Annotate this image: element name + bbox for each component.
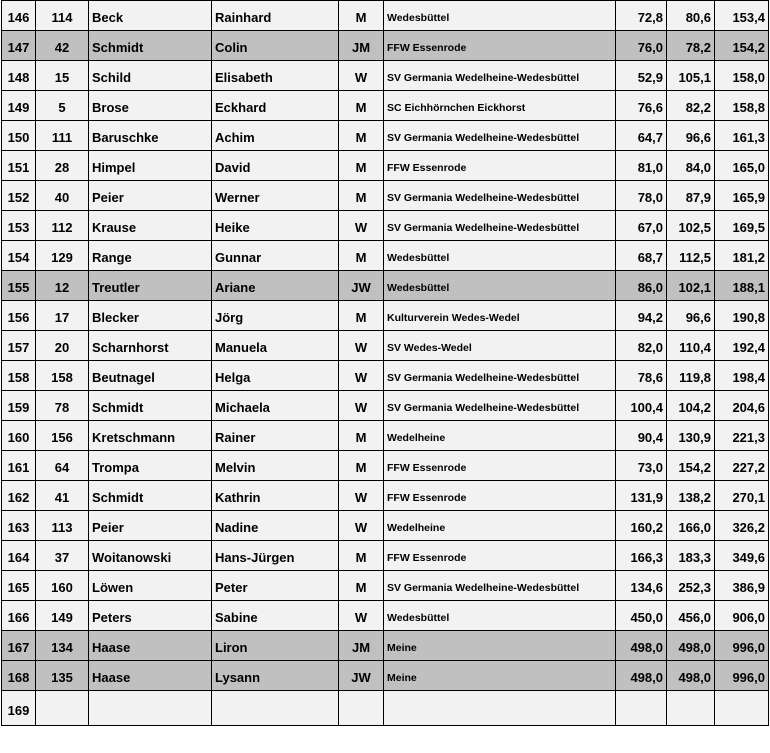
first-name-cell: Nadine (212, 511, 339, 541)
first-name-cell: Melvin (212, 451, 339, 481)
run1-time-cell: 78,6 (616, 361, 667, 391)
run1-time-cell: 78,0 (616, 181, 667, 211)
run2-time-cell: 498,0 (667, 661, 715, 691)
club-cell: FFW Essenrode (384, 31, 616, 61)
total-time-cell: 154,2 (715, 31, 769, 61)
start-number-cell: 111 (36, 121, 89, 151)
first-name-cell: Rainer (212, 421, 339, 451)
results-body (2, 1, 769, 726)
first-name-cell: Ariane (212, 271, 339, 301)
table-row (2, 421, 769, 451)
last-name-cell: Peters (89, 601, 212, 631)
total-time-cell: 906,0 (715, 601, 769, 631)
class-cell: JW (339, 661, 384, 691)
run2-time-cell: 84,0 (667, 151, 715, 181)
last-name-cell: Peier (89, 511, 212, 541)
table-row (2, 331, 769, 361)
first-name-cell: Colin (212, 31, 339, 61)
first-name-cell: Lysann (212, 661, 339, 691)
last-name-cell: Krause (89, 211, 212, 241)
total-time-cell: 190,8 (715, 301, 769, 331)
start-number-cell: 42 (36, 31, 89, 61)
run1-time-cell: 498,0 (616, 661, 667, 691)
first-name-cell: Michaela (212, 391, 339, 421)
last-name-cell: Trompa (89, 451, 212, 481)
rank-cell: 163 (2, 511, 36, 541)
start-number-cell: 129 (36, 241, 89, 271)
run2-time-cell: 104,2 (667, 391, 715, 421)
total-time-cell: 165,9 (715, 181, 769, 211)
club-cell: FFW Essenrode (384, 451, 616, 481)
total-time-cell: 181,2 (715, 241, 769, 271)
rank-cell: 148 (2, 61, 36, 91)
run1-time-cell: 134,6 (616, 571, 667, 601)
total-time-cell: 326,2 (715, 511, 769, 541)
rank-cell: 157 (2, 331, 36, 361)
table-row (2, 661, 769, 691)
rank-cell: 149 (2, 91, 36, 121)
rank-cell: 168 (2, 661, 36, 691)
total-time-cell: 221,3 (715, 421, 769, 451)
rank-cell: 159 (2, 391, 36, 421)
club-cell: SV Wedes-Wedel (384, 331, 616, 361)
total-time-cell: 192,4 (715, 331, 769, 361)
club-cell: Wedelheine (384, 511, 616, 541)
run2-time-cell: 456,0 (667, 601, 715, 631)
last-name-cell: Scharnhorst (89, 331, 212, 361)
last-name-cell: Schmidt (89, 391, 212, 421)
last-name-cell: Himpel (89, 151, 212, 181)
club-cell: FFW Essenrode (384, 541, 616, 571)
run2-time-cell: 183,3 (667, 541, 715, 571)
start-number-cell: 135 (36, 661, 89, 691)
first-name-cell: Achim (212, 121, 339, 151)
rank-cell: 153 (2, 211, 36, 241)
first-name-cell: Heike (212, 211, 339, 241)
last-name-cell: Treutler (89, 271, 212, 301)
table-row (2, 91, 769, 121)
run1-time-cell: 72,8 (616, 1, 667, 31)
table-row (2, 31, 769, 61)
rank-cell: 160 (2, 421, 36, 451)
table-row (2, 151, 769, 181)
run1-time-cell: 64,7 (616, 121, 667, 151)
total-time-cell: 349,6 (715, 541, 769, 571)
class-cell: JM (339, 631, 384, 661)
class-cell: M (339, 181, 384, 211)
table-row (2, 1, 769, 31)
run1-time-cell: 73,0 (616, 451, 667, 481)
last-name-cell: Löwen (89, 571, 212, 601)
run1-time-cell: 94,2 (616, 301, 667, 331)
run2-time-cell: 138,2 (667, 481, 715, 511)
last-name-cell: Kretschmann (89, 421, 212, 451)
club-cell: SV Germania Wedelheine-Wedesbüttel (384, 61, 616, 91)
run2-time-cell: 252,3 (667, 571, 715, 601)
run2-time-cell: 102,5 (667, 211, 715, 241)
run1-time-cell: 100,4 (616, 391, 667, 421)
rank-cell: 156 (2, 301, 36, 331)
rank-cell: 166 (2, 601, 36, 631)
table-row (2, 631, 769, 661)
club-cell: SV Germania Wedelheine-Wedesbüttel (384, 391, 616, 421)
total-time-cell: 161,3 (715, 121, 769, 151)
last-name-cell: Schmidt (89, 481, 212, 511)
start-number-cell: 113 (36, 511, 89, 541)
run2-time-cell: 96,6 (667, 121, 715, 151)
class-cell: M (339, 541, 384, 571)
last-name-cell: Peier (89, 181, 212, 211)
results-table (1, 0, 769, 726)
class-cell: W (339, 481, 384, 511)
rank-cell: 165 (2, 571, 36, 601)
start-number-cell: 40 (36, 181, 89, 211)
run2-time-cell: 96,6 (667, 301, 715, 331)
table-row (2, 571, 769, 601)
rank-cell: 161 (2, 451, 36, 481)
club-cell: FFW Essenrode (384, 151, 616, 181)
table-row (2, 301, 769, 331)
total-time-cell: 153,4 (715, 1, 769, 31)
last-name-cell: Brose (89, 91, 212, 121)
run1-time-cell: 67,0 (616, 211, 667, 241)
first-name-cell: Eckhard (212, 91, 339, 121)
class-cell: W (339, 361, 384, 391)
club-cell: SV Germania Wedelheine-Wedesbüttel (384, 361, 616, 391)
run2-time-cell: 78,2 (667, 31, 715, 61)
club-cell: Wedesbüttel (384, 1, 616, 31)
total-time-cell: 188,1 (715, 271, 769, 301)
last-name-cell: Blecker (89, 301, 212, 331)
run1-time-cell: 76,0 (616, 31, 667, 61)
first-name-cell: David (212, 151, 339, 181)
first-name-cell: Manuela (212, 331, 339, 361)
last-name-cell: Haase (89, 661, 212, 691)
run2-time-cell: 105,1 (667, 61, 715, 91)
start-number-cell: 160 (36, 571, 89, 601)
start-number-cell: 158 (36, 361, 89, 391)
class-cell: M (339, 571, 384, 601)
start-number-cell: 41 (36, 481, 89, 511)
start-number-cell: 112 (36, 211, 89, 241)
start-number-cell: 156 (36, 421, 89, 451)
first-name-cell: Hans-Jürgen (212, 541, 339, 571)
class-cell: W (339, 511, 384, 541)
run1-time-cell: 166,3 (616, 541, 667, 571)
table-row (2, 691, 769, 726)
run2-time-cell: 82,2 (667, 91, 715, 121)
class-cell: M (339, 241, 384, 271)
run2-time-cell: 102,1 (667, 271, 715, 301)
class-cell: JW (339, 271, 384, 301)
table-row (2, 451, 769, 481)
rank-cell: 151 (2, 151, 36, 181)
rank-cell: 162 (2, 481, 36, 511)
rank-cell: 154 (2, 241, 36, 271)
club-cell: Wedesbüttel (384, 241, 616, 271)
club-cell: Wedesbüttel (384, 271, 616, 301)
first-name-cell: Jörg (212, 301, 339, 331)
club-cell: SV Germania Wedelheine-Wedesbüttel (384, 571, 616, 601)
last-name-cell: Schild (89, 61, 212, 91)
first-name-cell: Liron (212, 631, 339, 661)
class-cell: M (339, 121, 384, 151)
last-name-cell: Beutnagel (89, 361, 212, 391)
club-cell: Meine (384, 661, 616, 691)
class-cell: W (339, 61, 384, 91)
class-cell (339, 691, 384, 726)
run2-time-cell: 166,0 (667, 511, 715, 541)
run1-time-cell: 450,0 (616, 601, 667, 631)
club-cell: Wedesbüttel (384, 601, 616, 631)
first-name-cell: Helga (212, 361, 339, 391)
last-name-cell: Haase (89, 631, 212, 661)
rank-cell: 158 (2, 361, 36, 391)
rank-cell: 147 (2, 31, 36, 61)
last-name-cell (89, 691, 212, 726)
club-cell: SV Germania Wedelheine-Wedesbüttel (384, 211, 616, 241)
run1-time-cell: 160,2 (616, 511, 667, 541)
start-number-cell: 78 (36, 391, 89, 421)
last-name-cell: Woitanowski (89, 541, 212, 571)
run1-time-cell: 90,4 (616, 421, 667, 451)
first-name-cell: Gunnar (212, 241, 339, 271)
total-time-cell: 158,0 (715, 61, 769, 91)
run1-time-cell: 52,9 (616, 61, 667, 91)
run1-time-cell: 81,0 (616, 151, 667, 181)
rank-cell: 150 (2, 121, 36, 151)
table-row (2, 481, 769, 511)
rank-cell: 152 (2, 181, 36, 211)
table-row (2, 601, 769, 631)
last-name-cell: Beck (89, 1, 212, 31)
total-time-cell: 227,2 (715, 451, 769, 481)
club-cell: Kulturverein Wedes-Wedel (384, 301, 616, 331)
class-cell: M (339, 151, 384, 181)
start-number-cell: 17 (36, 301, 89, 331)
club-cell: SC Eichhörnchen Eickhorst (384, 91, 616, 121)
table-row (2, 361, 769, 391)
run2-time-cell: 119,8 (667, 361, 715, 391)
class-cell: M (339, 301, 384, 331)
start-number-cell: 12 (36, 271, 89, 301)
class-cell: M (339, 1, 384, 31)
class-cell: W (339, 391, 384, 421)
run2-time-cell: 130,9 (667, 421, 715, 451)
first-name-cell: Peter (212, 571, 339, 601)
class-cell: W (339, 331, 384, 361)
start-number-cell: 37 (36, 541, 89, 571)
table-row (2, 211, 769, 241)
start-number-cell: 5 (36, 91, 89, 121)
start-number-cell: 149 (36, 601, 89, 631)
start-number-cell: 134 (36, 631, 89, 661)
total-time-cell: 996,0 (715, 661, 769, 691)
first-name-cell: Elisabeth (212, 61, 339, 91)
start-number-cell: 20 (36, 331, 89, 361)
rank-cell: 164 (2, 541, 36, 571)
rank-cell: 169 (2, 691, 36, 726)
first-name-cell: Werner (212, 181, 339, 211)
class-cell: M (339, 421, 384, 451)
run1-time-cell: 82,0 (616, 331, 667, 361)
table-row (2, 271, 769, 301)
run2-time-cell (667, 691, 715, 726)
run2-time-cell: 112,5 (667, 241, 715, 271)
run1-time-cell (616, 691, 667, 726)
rank-cell: 146 (2, 1, 36, 31)
total-time-cell: 169,5 (715, 211, 769, 241)
run1-time-cell: 498,0 (616, 631, 667, 661)
club-cell: FFW Essenrode (384, 481, 616, 511)
run1-time-cell: 86,0 (616, 271, 667, 301)
start-number-cell: 114 (36, 1, 89, 31)
start-number-cell: 28 (36, 151, 89, 181)
club-cell: SV Germania Wedelheine-Wedesbüttel (384, 121, 616, 151)
run1-time-cell: 68,7 (616, 241, 667, 271)
class-cell: M (339, 451, 384, 481)
run1-time-cell: 76,6 (616, 91, 667, 121)
class-cell: W (339, 211, 384, 241)
club-cell: Wedelheine (384, 421, 616, 451)
rank-cell: 155 (2, 271, 36, 301)
total-time-cell (715, 691, 769, 726)
table-row (2, 241, 769, 271)
total-time-cell: 198,4 (715, 361, 769, 391)
class-cell: JM (339, 31, 384, 61)
last-name-cell: Schmidt (89, 31, 212, 61)
total-time-cell: 386,9 (715, 571, 769, 601)
class-cell: W (339, 601, 384, 631)
club-cell: SV Germania Wedelheine-Wedesbüttel (384, 181, 616, 211)
rank-cell: 167 (2, 631, 36, 661)
class-cell: M (339, 91, 384, 121)
table-row (2, 181, 769, 211)
total-time-cell: 996,0 (715, 631, 769, 661)
total-time-cell: 158,8 (715, 91, 769, 121)
run2-time-cell: 80,6 (667, 1, 715, 31)
first-name-cell (212, 691, 339, 726)
last-name-cell: Baruschke (89, 121, 212, 151)
start-number-cell: 15 (36, 61, 89, 91)
club-cell (384, 691, 616, 726)
club-cell: Meine (384, 631, 616, 661)
run2-time-cell: 498,0 (667, 631, 715, 661)
table-row (2, 121, 769, 151)
start-number-cell: 64 (36, 451, 89, 481)
last-name-cell: Range (89, 241, 212, 271)
run2-time-cell: 110,4 (667, 331, 715, 361)
first-name-cell: Sabine (212, 601, 339, 631)
total-time-cell: 165,0 (715, 151, 769, 181)
run1-time-cell: 131,9 (616, 481, 667, 511)
table-row (2, 511, 769, 541)
table-row (2, 61, 769, 91)
table-row (2, 391, 769, 421)
table-row (2, 541, 769, 571)
first-name-cell: Rainhard (212, 1, 339, 31)
start-number-cell (36, 691, 89, 726)
first-name-cell: Kathrin (212, 481, 339, 511)
run2-time-cell: 154,2 (667, 451, 715, 481)
run2-time-cell: 87,9 (667, 181, 715, 211)
total-time-cell: 270,1 (715, 481, 769, 511)
total-time-cell: 204,6 (715, 391, 769, 421)
